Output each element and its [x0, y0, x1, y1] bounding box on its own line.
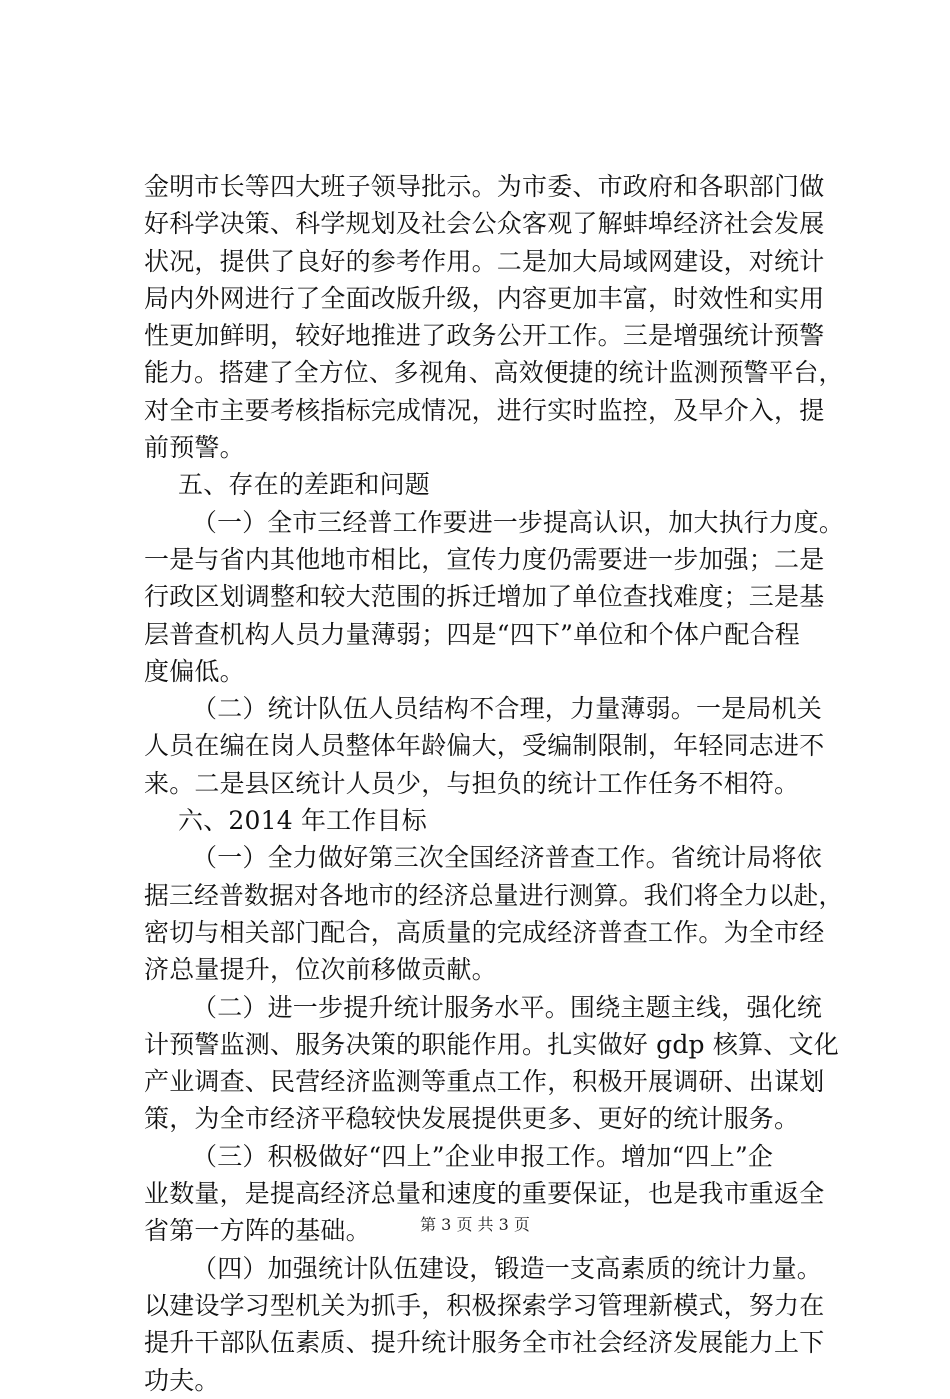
text-line: 据三经普数据对各地市的经济总量进行测算。我们将全力以赴， — [144, 880, 844, 910]
text-line: 性更加鲜明，较好地推进了政务公开工作。三是增强统计预警 — [144, 321, 825, 351]
text-line: 提升干部队伍素质、提升统计服务全市社会经济发展能力上下 — [144, 1328, 825, 1358]
text-line: （三）积极做好“四上”企业申报工作。增加“四上”企 — [192, 1141, 774, 1171]
text-line: 对全市主要考核指标完成情况，进行实时监控，及早介入，提 — [144, 395, 825, 425]
text-line: （二）统计队伍人员结构不合理，力量薄弱。一是局机关 — [192, 694, 823, 724]
text-line: （二）进一步提升统计服务水平。围绕主题主线，强化统 — [192, 992, 823, 1022]
text-line: 产业调查、民营经济监测等重点工作，积极开展调研、出谋划 — [144, 1067, 825, 1097]
text-line: 前预警。 — [144, 433, 245, 463]
text-line: 来。二是县区统计人员少，与担负的统计工作任务不相符。 — [144, 768, 800, 798]
text-line: 计预警监测、服务决策的职能作用。扎实做好 gdp 核算、文化 — [144, 1029, 839, 1059]
text-line: 状况，提供了良好的参考作用。二是加大局域网建设，对统计 — [144, 246, 825, 276]
text-line: 密切与相关部门配合，高质量的完成经济普查工作。为全市经 — [144, 917, 825, 947]
text-line: 业数量，是提高经济总量和速度的重要保证，也是我市重返全 — [144, 1179, 825, 1209]
text-line: （四）加强统计队伍建设，锻造一支高素质的统计力量。 — [192, 1253, 823, 1283]
text-line: 度偏低。 — [144, 656, 245, 686]
text-line: 以建设学习型机关为抓手，积极探索学习管理新模式，努力在 — [144, 1290, 825, 1320]
text-line: 行政区划调整和较大范围的拆迁增加了单位查找难度；三是基 — [144, 582, 825, 612]
text-line: 策，为全市经济平稳较快发展提供更多、更好的统计服务。 — [144, 1104, 800, 1134]
text-line: （一）全力做好第三次全国经济普查工作。省统计局将依 — [192, 843, 823, 873]
text-line: 局内外网进行了全面改版升级，内容更加丰富，时效性和实用 — [144, 283, 825, 313]
section-heading: 五、存在的差距和问题 — [178, 470, 431, 500]
text-line: 金明市长等四大班子领导批示。为市委、市政府和各职部门做 — [144, 172, 825, 201]
text-line: 功夫。 — [144, 1365, 220, 1395]
page-footer: 第 3 页 共 3 页 — [420, 1215, 530, 1234]
text-line: 好科学决策、科学规划及社会公众客观了解蚌埠经济社会发展 — [144, 209, 825, 239]
text-line: 能力。搭建了全方位、多视角、高效便捷的统计监测预警平台， — [144, 358, 844, 388]
text-line: 济总量提升，位次前移做贡献。 — [144, 955, 497, 985]
text-line: （一）全市三经普工作要进一步提高认识，加大执行力度。 — [192, 507, 844, 537]
text-line: 一是与省内其他地市相比，宣传力度仍需要进一步加强；二是 — [144, 544, 825, 574]
section-heading: 六、2014 年工作目标 — [178, 806, 427, 836]
text-line: 省第一方阵的基础。 — [144, 1216, 371, 1246]
text-line: 人员在编在岗人员整体年龄偏大，受编制限制，年轻同志进不 — [144, 731, 825, 761]
text-line: 层普查机构人员力量薄弱；四是“四下”单位和个体户配合程 — [144, 619, 800, 649]
